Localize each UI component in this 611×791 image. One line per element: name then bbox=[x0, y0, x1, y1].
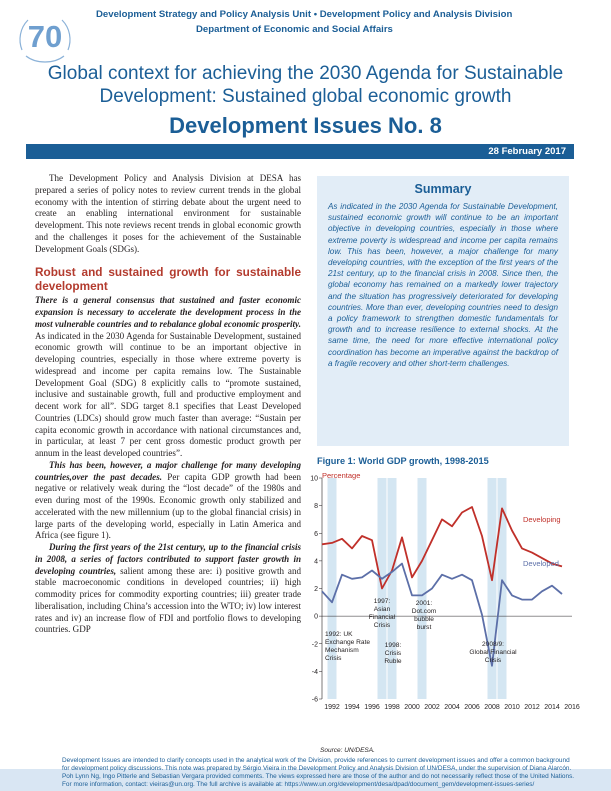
annotation-line: Asian bbox=[373, 606, 391, 613]
p1-emphasis: There is a general consensus that sustained and faster economic expansion is necessary to accelerate the development process in the most vulnerable countries and to rebalance global economic prosperity. bbox=[35, 295, 301, 329]
y-tick-label: -4 bbox=[311, 668, 318, 676]
annotation-line: Crisis bbox=[373, 622, 391, 629]
x-tick-label: 2008 bbox=[484, 704, 500, 711]
page-title bbox=[20, 62, 591, 108]
y-tick-label: 6 bbox=[314, 530, 318, 538]
x-tick-label: 2002 bbox=[424, 704, 440, 711]
x-tick-label: 2000 bbox=[404, 704, 420, 711]
footnote: Development Issues are intended to clarify concepts used in the analytical work of the Division, provide references to current development issues and offer a common background for development policy discussions. This note was prepared by Sérgio Vieira in the Development Policy and Analysis Division of UN/DESA, under the supervision of Diana Alarcón. Poh Lynn Ng, Ingo Pitterle and Sebastian Vergara provided comments. The views expressed here are those of the author and do not necessarily reflect those of the United Nations. For more information, contact: vieiras@un.org. The full archive is available at: https://www.un.org/development/desa/dpad/document_gem/development-issues-series/ bbox=[62, 757, 575, 789]
title-line-2: Development: Sustained global economic growth bbox=[99, 86, 512, 107]
gdp-growth-chart bbox=[308, 466, 580, 762]
y-tick-label: -6 bbox=[311, 696, 318, 704]
annotation-line: Financial bbox=[368, 614, 396, 621]
annotation-line: Mechanism bbox=[325, 647, 359, 654]
y-tick-label: 2 bbox=[314, 586, 318, 593]
annotation-line: Dot.com bbox=[411, 608, 437, 615]
legend-developing: Developing bbox=[523, 515, 561, 524]
logo-number: 70 bbox=[27, 19, 63, 54]
y-tick-label: -2 bbox=[311, 641, 318, 649]
title-line-1: Global context for achieving the 2030 Agenda for Sustainable bbox=[47, 63, 564, 84]
y-tick-label: 10 bbox=[310, 475, 318, 483]
x-tick-label: 1994 bbox=[344, 704, 360, 711]
crisis-shade-1998 bbox=[388, 478, 397, 699]
figure-title: Figure 1: World GDP growth, 1998-2015 bbox=[317, 456, 489, 466]
un-70-logo bbox=[14, 6, 76, 68]
x-tick-label: 2004 bbox=[444, 704, 460, 711]
annotation-2 bbox=[384, 642, 402, 665]
p2-text: Per capita GDP growth had been negative or relatively weak during the “lost decade” of the 1980s and even during most of the 1990s. Economic growth only stabilized and accelerated with the new millennium (up to the global financial crisis) in large parts of the developing world, especially in Latin America and Africa (see figure 1). bbox=[35, 471, 301, 541]
x-tick-labels bbox=[324, 704, 580, 711]
date-bar bbox=[26, 144, 574, 159]
annotation-3 bbox=[412, 600, 437, 631]
summary-box bbox=[317, 176, 569, 446]
summary-title: Summary bbox=[414, 182, 472, 196]
annotation-line: 1992: UK bbox=[325, 631, 353, 638]
chart-axes bbox=[319, 478, 572, 699]
y-tick-label: 4 bbox=[314, 558, 318, 566]
p3-text: salient among these are: i) positive growth and stable macroeconomic conditions in developed countries; ii) high commodity prices for commodity exporting countries; iii) greater trade liberalisation, including China’s accession into the WTO; iv) low interest rates and iv) an increase flow of FDI and portfolio flows to developing countries. GDP bbox=[35, 565, 301, 635]
y-tick-label: 0 bbox=[314, 613, 318, 621]
annotation-line: 1998: bbox=[384, 642, 402, 649]
legend-developed: Developed bbox=[523, 559, 559, 568]
p2-emphasis: This has been, however, a major challenge for many developing countries,over the past decades. bbox=[35, 459, 301, 482]
annotation-4 bbox=[469, 641, 517, 664]
annotation-0 bbox=[325, 631, 370, 662]
annotation-line: Crisis bbox=[384, 650, 402, 657]
intro-paragraph: The Development Policy and Analysis Division at DESA has prepared a series of policy notes to review current trends in the global economy with the intention of stirring debate about the urgent need to create an enabling international environment for sustainable development. This note reviews recent trends in global economic growth and the challenges it poses for the achievement of the Sustainable Development Goals (SDGs). bbox=[35, 173, 301, 254]
x-tick-label: 2012 bbox=[524, 704, 540, 711]
annotation-line: Crisis bbox=[484, 657, 502, 664]
crisis-shade-2001 bbox=[418, 478, 427, 699]
body-paragraph-3 bbox=[35, 542, 301, 636]
section-heading: Robust and sustained growth for sustainable development bbox=[35, 265, 301, 294]
y-tick-label: 8 bbox=[314, 503, 318, 511]
chart-source: Source: UN/DESA. bbox=[320, 747, 375, 754]
summary-text: As indicated in the 2030 Agenda for Sustainable Development, sustained economic growth will continue to be an important objective in developing countries, especially in those where extreme poverty is widespread and income per capita remains low. This has been, however, a major challenge for many developing countries, with the exception of the first years of the 21st century, up to the financial crisis in 2008. Since then, the global economy has remained on a markedly lower trajectory and the situation has progressively deteriorated for developing countries. More than ever, developing countries need to design a policy framework to strengthen domestic fundamentals for growth and to increase resilience to external shocks. At the same time, the need for more effective international policy coordination has become an imperative against the backdrop of a fragile recovery and other short-term challenges. bbox=[328, 202, 558, 368]
crisis-shading bbox=[328, 478, 507, 699]
issue-date: 28 February 2017 bbox=[488, 146, 566, 157]
x-tick-label: 2016 bbox=[564, 704, 580, 711]
annotation-line: Crisis bbox=[325, 655, 342, 662]
p1-text: As indicated in the 2030 Agenda for Sustainable Development, sustained economic growth will continue to be an important objective in developing countries, especially in those where extreme poverty is widespread and income per capita remains low. The Sustainable Development Goal (SDG) 8 explicitly calls to “promote sustained, inclusive and sustainable growth, full and productive employment and decent work for all”. SDG target 8.1 specifies that Least Developed Countries (LDCs) should grow much faster than average: “Sustain per capita economic growth in accordance with national circumstances and, in particular, at least 7 per cent gross domestic product growth per annum in the least developed countries”. bbox=[35, 330, 301, 458]
x-tick-label: 1998 bbox=[384, 704, 400, 711]
main-text-column bbox=[35, 173, 301, 636]
x-tick-label: 2014 bbox=[544, 704, 560, 711]
issue-title: Development Issues No. 8 bbox=[169, 113, 442, 138]
x-tick-label: 2010 bbox=[504, 704, 520, 711]
annotation-line: 2008/9: bbox=[482, 641, 504, 648]
annotation-line: Global Financial bbox=[469, 649, 517, 656]
p3-emphasis: During the first years of the 21st century, up to the financial crisis in 2008, a series of factors contributed to support faster growth in developing countries, bbox=[35, 542, 301, 576]
annotation-line: Ruble bbox=[384, 658, 402, 665]
x-tick-label: 1992 bbox=[324, 704, 340, 711]
annotation-line: bubble bbox=[414, 616, 434, 623]
annotation-line: burst bbox=[416, 624, 432, 631]
annotation-line: 2001: bbox=[415, 600, 433, 607]
y-tick-labels bbox=[310, 476, 318, 704]
y-axis-label: Percentage bbox=[322, 471, 361, 480]
crisis-shade-1992 bbox=[328, 478, 337, 699]
annotation-line: 1997: bbox=[373, 598, 391, 605]
department-name: Department of Economic and Social Affairs bbox=[196, 24, 393, 35]
body-paragraph-2 bbox=[35, 460, 301, 542]
body-paragraph-1 bbox=[35, 295, 301, 460]
annotation-line: Exchange Rate bbox=[325, 639, 371, 646]
x-tick-label: 1996 bbox=[364, 704, 380, 711]
unit-name: Development Strategy and Policy Analysis Unit • Development Policy and Analysis Division bbox=[96, 9, 513, 20]
x-tick-label: 2006 bbox=[464, 704, 480, 711]
